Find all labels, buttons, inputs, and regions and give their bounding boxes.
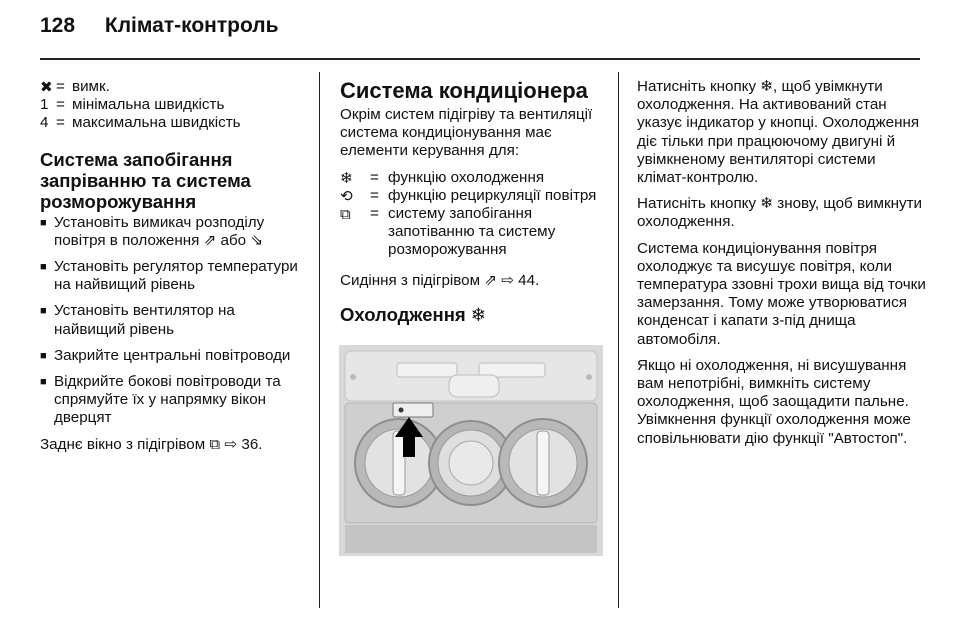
- control-defrost: ⧉ = систему запобігання запотіванню та систему розморожування: [340, 205, 556, 259]
- column-1: [40, 78, 310, 462]
- fan-level-max: 4 = максимальна швидкість: [40, 114, 241, 132]
- list-item: ■ Закрийте центральні повітроводи: [40, 347, 310, 365]
- rear-window-ref: Заднє вікно з підігрівом ⧉ ⇨ 36.: [40, 435, 263, 453]
- fan-level-off: ✖ = вимк.: [40, 78, 110, 96]
- list-item: ■ Установіть вентилятор на найвищий рівень: [40, 302, 310, 338]
- defrost-steps: [40, 214, 310, 428]
- column-2: [340, 78, 610, 327]
- right-dial: [499, 419, 587, 507]
- paragraph: Натисніть кнопку ❄ знову, щоб вимкнути охолодження.: [637, 195, 923, 231]
- paragraph: Натисніть кнопку ❄, щоб увімкнути охолодження. На активований стан указує індикатор у кнопці. Охолодження діє тільки при працюючому двигуні й увімкненому вентиляторі системи клімат-контролю.: [637, 78, 920, 187]
- column-divider-2: [618, 72, 619, 608]
- chapter-title: Клімат-контроль: [104, 14, 279, 37]
- fan-level-min: 1 = мінімальна швидкість: [40, 96, 225, 114]
- fan-off-icon: ✖: [40, 78, 53, 96]
- page-header: [40, 14, 279, 38]
- control-recirculation: ⟲ = функцію рециркуляції повітря: [340, 186, 597, 205]
- snowflake-icon: ❄: [340, 168, 353, 187]
- column-3: [637, 78, 927, 456]
- paragraph: Система кондиціонування повітря охолоджує та висушує повітря, коли температура ззовні трохи вища від точки замерзання. Тому може утворюватися конденсат і капати з-під днища автомобіля.: [637, 239, 926, 348]
- ac-heading: Система кондиціонера: [340, 78, 588, 103]
- climate-panel-illustration: [339, 345, 603, 556]
- recirculation-icon: ⟲: [340, 186, 353, 205]
- header-rule: [40, 58, 920, 60]
- ac-controls-list: [340, 169, 610, 260]
- paragraph: Якщо ні охолодження, ні висушування вам непотрібні, вимкніть систему охолодження, щоб заощадити пальне. Увімкнення функції охолодження може сповільнювати дію функції "Автостоп".: [637, 356, 911, 447]
- list-item: ■ Установіть вимикач розподілу повітря в положення ⇗ або ⇘: [40, 214, 310, 250]
- page-number: 128: [40, 14, 76, 37]
- seat-heating-ref: Сидіння з підігрівом ⇗ ⇨ 44.: [340, 271, 540, 289]
- cooling-heading: Охолодження ❄: [340, 303, 487, 325]
- control-cooling: ❄ = функцію охолодження: [340, 168, 545, 187]
- defrost-icon: ⧉: [340, 205, 351, 224]
- list-item: ■ Відкрийте бокові повітроводи та спрямуйте їх у напрямку вікон дверцят: [40, 373, 310, 428]
- defrost-heading: Система запобігання запріванню та система розморожування: [40, 148, 251, 212]
- ac-intro: Окрім систем підігріву та вентиляції система кондиціонування має елементи керування для:: [340, 106, 593, 160]
- list-item: ■ Установіть регулятор температури на найвищий рівень: [40, 258, 310, 294]
- fan-levels-list: [40, 78, 310, 133]
- column-divider-1: [319, 72, 320, 608]
